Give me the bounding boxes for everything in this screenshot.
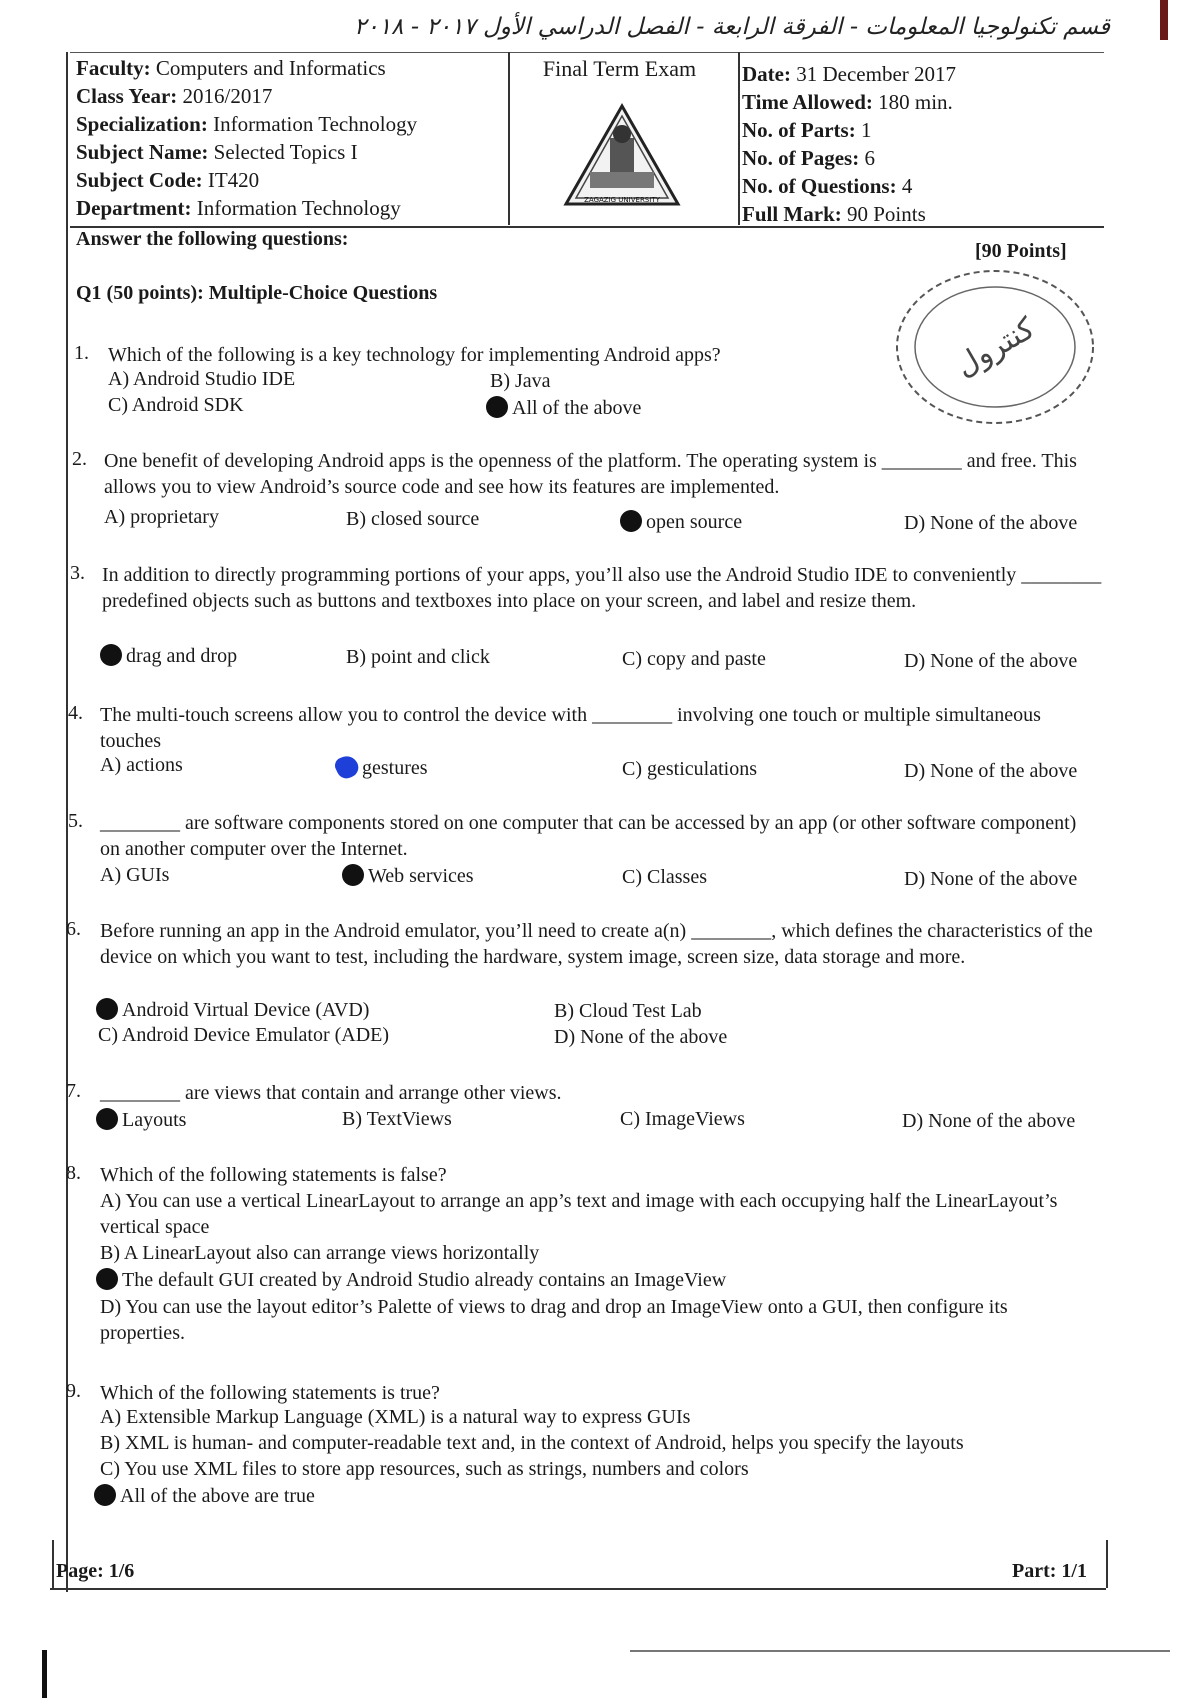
option-d: D) None of the above xyxy=(902,1110,1076,1132)
option-d: D) None of the above xyxy=(904,868,1078,890)
question-text: Before running an app in the Android emulator, you’ll need to create a(n) ________, which defines the characteristics of the device on which you want to test, including the hardware, system image, screen size, data storage and more. xyxy=(100,920,1093,968)
filled-answer-mark xyxy=(100,644,122,666)
filled-answer-mark xyxy=(342,864,364,886)
option-a: A) You can use a vertical LinearLayout to arrange an app’s text and image with each occupying half the LinearLayout’s vertical space xyxy=(100,1190,1058,1238)
option-label: All of the above are true xyxy=(120,1485,315,1507)
option-d: D) None of the above xyxy=(904,760,1078,782)
question-text: Which of the following is a key technology for implementing Android apps? xyxy=(108,344,721,366)
page-number: Page: 1/6 xyxy=(56,1560,135,1582)
question-number: 7. xyxy=(66,1080,81,1102)
header-line: Full Mark: 90 Points xyxy=(742,202,926,226)
header-line: Class Year: 2016/2017 xyxy=(76,84,273,108)
question-number: 8. xyxy=(66,1162,81,1184)
option-label: open source xyxy=(646,511,743,533)
header-line: No. of Questions: 4 xyxy=(742,174,913,198)
option-d-marked xyxy=(94,1484,315,1508)
section-title: Q1 (50 points): Multiple-Choice Questions xyxy=(76,282,438,304)
option-b-marked xyxy=(342,864,474,888)
option-label: All of the above xyxy=(512,397,642,419)
header-divider-1 xyxy=(508,52,510,225)
footer-right-rule xyxy=(1106,1540,1108,1588)
header-line: Time Allowed: 180 min. xyxy=(742,90,953,114)
option-c: C) ImageViews xyxy=(620,1108,745,1130)
option-c-marked xyxy=(96,1268,726,1292)
filled-answer-mark xyxy=(486,396,508,418)
option-label: gestures xyxy=(362,757,428,779)
option-d: D) None of the above xyxy=(904,650,1078,672)
option-c: C) Android SDK xyxy=(108,394,244,416)
header-line: Specialization: Information Technology xyxy=(76,112,418,136)
header-line: Subject Name: Selected Topics I xyxy=(76,140,358,164)
header-line: No. of Parts: 1 xyxy=(742,118,872,142)
question-text: One benefit of developing Android apps is the openness of the platform. The operating system is ________ and free. This allows you to view Android’s source code and see how its features are implemented. xyxy=(104,450,1077,498)
option-c: C) Classes xyxy=(622,866,707,888)
option-b: B) closed source xyxy=(346,508,480,530)
header-line: Department: Information Technology xyxy=(76,196,401,220)
university-logo xyxy=(560,102,685,212)
option-a: A) proprietary xyxy=(104,506,219,528)
option-b: B) Java xyxy=(490,370,551,392)
option-label: The default GUI created by Android Studio already contains an ImageView xyxy=(122,1269,727,1291)
option-b-marked xyxy=(336,756,428,780)
option-b: B) A LinearLayout also can arrange views horizontally xyxy=(100,1242,540,1264)
option-label: Layouts xyxy=(122,1109,187,1131)
option-label: drag and drop xyxy=(126,645,238,667)
question-text: In addition to directly programming portions of your apps, you’ll also use the Android Studio IDE to conveniently ________ predefined objects such as buttons and textboxes into place on your screen, and label and resize them. xyxy=(102,564,1102,612)
logo-text: ZAGAZIG UNIVERSITY xyxy=(584,196,660,204)
option-d-marked xyxy=(486,396,641,420)
instructions: Answer the following questions: xyxy=(76,228,349,250)
option-b: B) XML is human- and computer-readable text and, in the context of Android, helps you specify the layouts xyxy=(100,1432,964,1454)
option-b: B) Cloud Test Lab xyxy=(554,1000,702,1022)
question-text: Which of the following statements is true? xyxy=(100,1382,440,1404)
option-d: D) None of the above xyxy=(904,512,1078,534)
scan-bottom-line xyxy=(630,1650,1170,1652)
scan-bottom-mark xyxy=(42,1650,47,1698)
header-line: No. of Pages: 6 xyxy=(742,146,875,170)
option-d: D) You can use the layout editor’s Palette of views to drag and drop an ImageView onto a GUI, then configure its properties. xyxy=(100,1296,1008,1344)
option-label: Web services xyxy=(368,865,474,887)
option-a: A) GUIs xyxy=(100,864,170,886)
filled-answer-mark xyxy=(96,998,118,1020)
option-d: D) None of the above xyxy=(554,1026,728,1048)
question-text: ________ are views that contain and arrange other views. xyxy=(100,1082,562,1104)
handwritten-department-note: قسم تكنولوجيا المعلومات - الفرقة الرابعة - الفصل الدراسي الأول ٢٠١٧ - ٢٠١٨ xyxy=(353,14,1110,40)
header-line: Faculty: Computers and Informatics xyxy=(76,56,386,80)
option-b: B) TextViews xyxy=(342,1108,452,1130)
stamp-text: كنترول xyxy=(949,310,1041,384)
question-number: 2. xyxy=(72,448,87,470)
question-number: 9. xyxy=(66,1380,81,1402)
option-c: C) Android Device Emulator (ADE) xyxy=(98,1024,390,1046)
part-number: Part: 1/1 xyxy=(1012,1560,1087,1582)
option-b: B) point and click xyxy=(346,646,490,668)
option-a-marked xyxy=(100,644,237,668)
option-label: Android Virtual Device (AVD) xyxy=(122,999,370,1021)
filled-answer-mark xyxy=(620,510,642,532)
filled-answer-mark xyxy=(96,1108,118,1130)
question-number: 4. xyxy=(68,702,83,724)
header-line: Date: 31 December 2017 xyxy=(742,62,957,86)
question-number: 5. xyxy=(68,810,83,832)
question-number: 6. xyxy=(66,918,81,940)
option-c: C) copy and paste xyxy=(622,648,766,670)
scan-edge-mark xyxy=(1160,0,1168,40)
option-c-marked xyxy=(620,510,742,534)
option-c: C) You use XML files to store app resources, such as strings, numbers and colors xyxy=(100,1458,749,1480)
footer-left-rule xyxy=(52,1540,54,1588)
option-a-marked xyxy=(96,998,369,1022)
question-text: ________ are software components stored on one computer that can be accessed by an app (or other software component) on another computer over the Internet. xyxy=(100,812,1077,860)
option-c: C) gesticulations xyxy=(622,758,757,780)
option-a: A) Android Studio IDE xyxy=(108,368,296,390)
exam-title: Final Term Exam xyxy=(542,56,697,81)
option-a-marked xyxy=(96,1108,186,1132)
footer-rule xyxy=(50,1588,1106,1590)
question-text: The multi-touch screens allow you to control the device with ________ involving one touch or multiple simultaneous touches xyxy=(100,704,1041,752)
header-course-info xyxy=(76,54,506,222)
header-line: Subject Code: IT420 xyxy=(76,168,260,192)
filled-answer-mark xyxy=(96,1268,118,1290)
header-divider-2 xyxy=(738,52,740,225)
filled-answer-mark xyxy=(94,1484,116,1506)
option-a: A) Extensible Markup Language (XML) is a natural way to express GUIs xyxy=(100,1406,691,1428)
option-a: A) actions xyxy=(100,754,183,776)
question-number: 1. xyxy=(74,342,89,364)
question-number: 3. xyxy=(70,562,85,584)
total-points: [90 Points] xyxy=(975,240,1067,262)
header-exam-info xyxy=(742,60,1102,228)
question-text: Which of the following statements is false? xyxy=(100,1164,447,1186)
blue-answer-mark xyxy=(332,752,361,781)
